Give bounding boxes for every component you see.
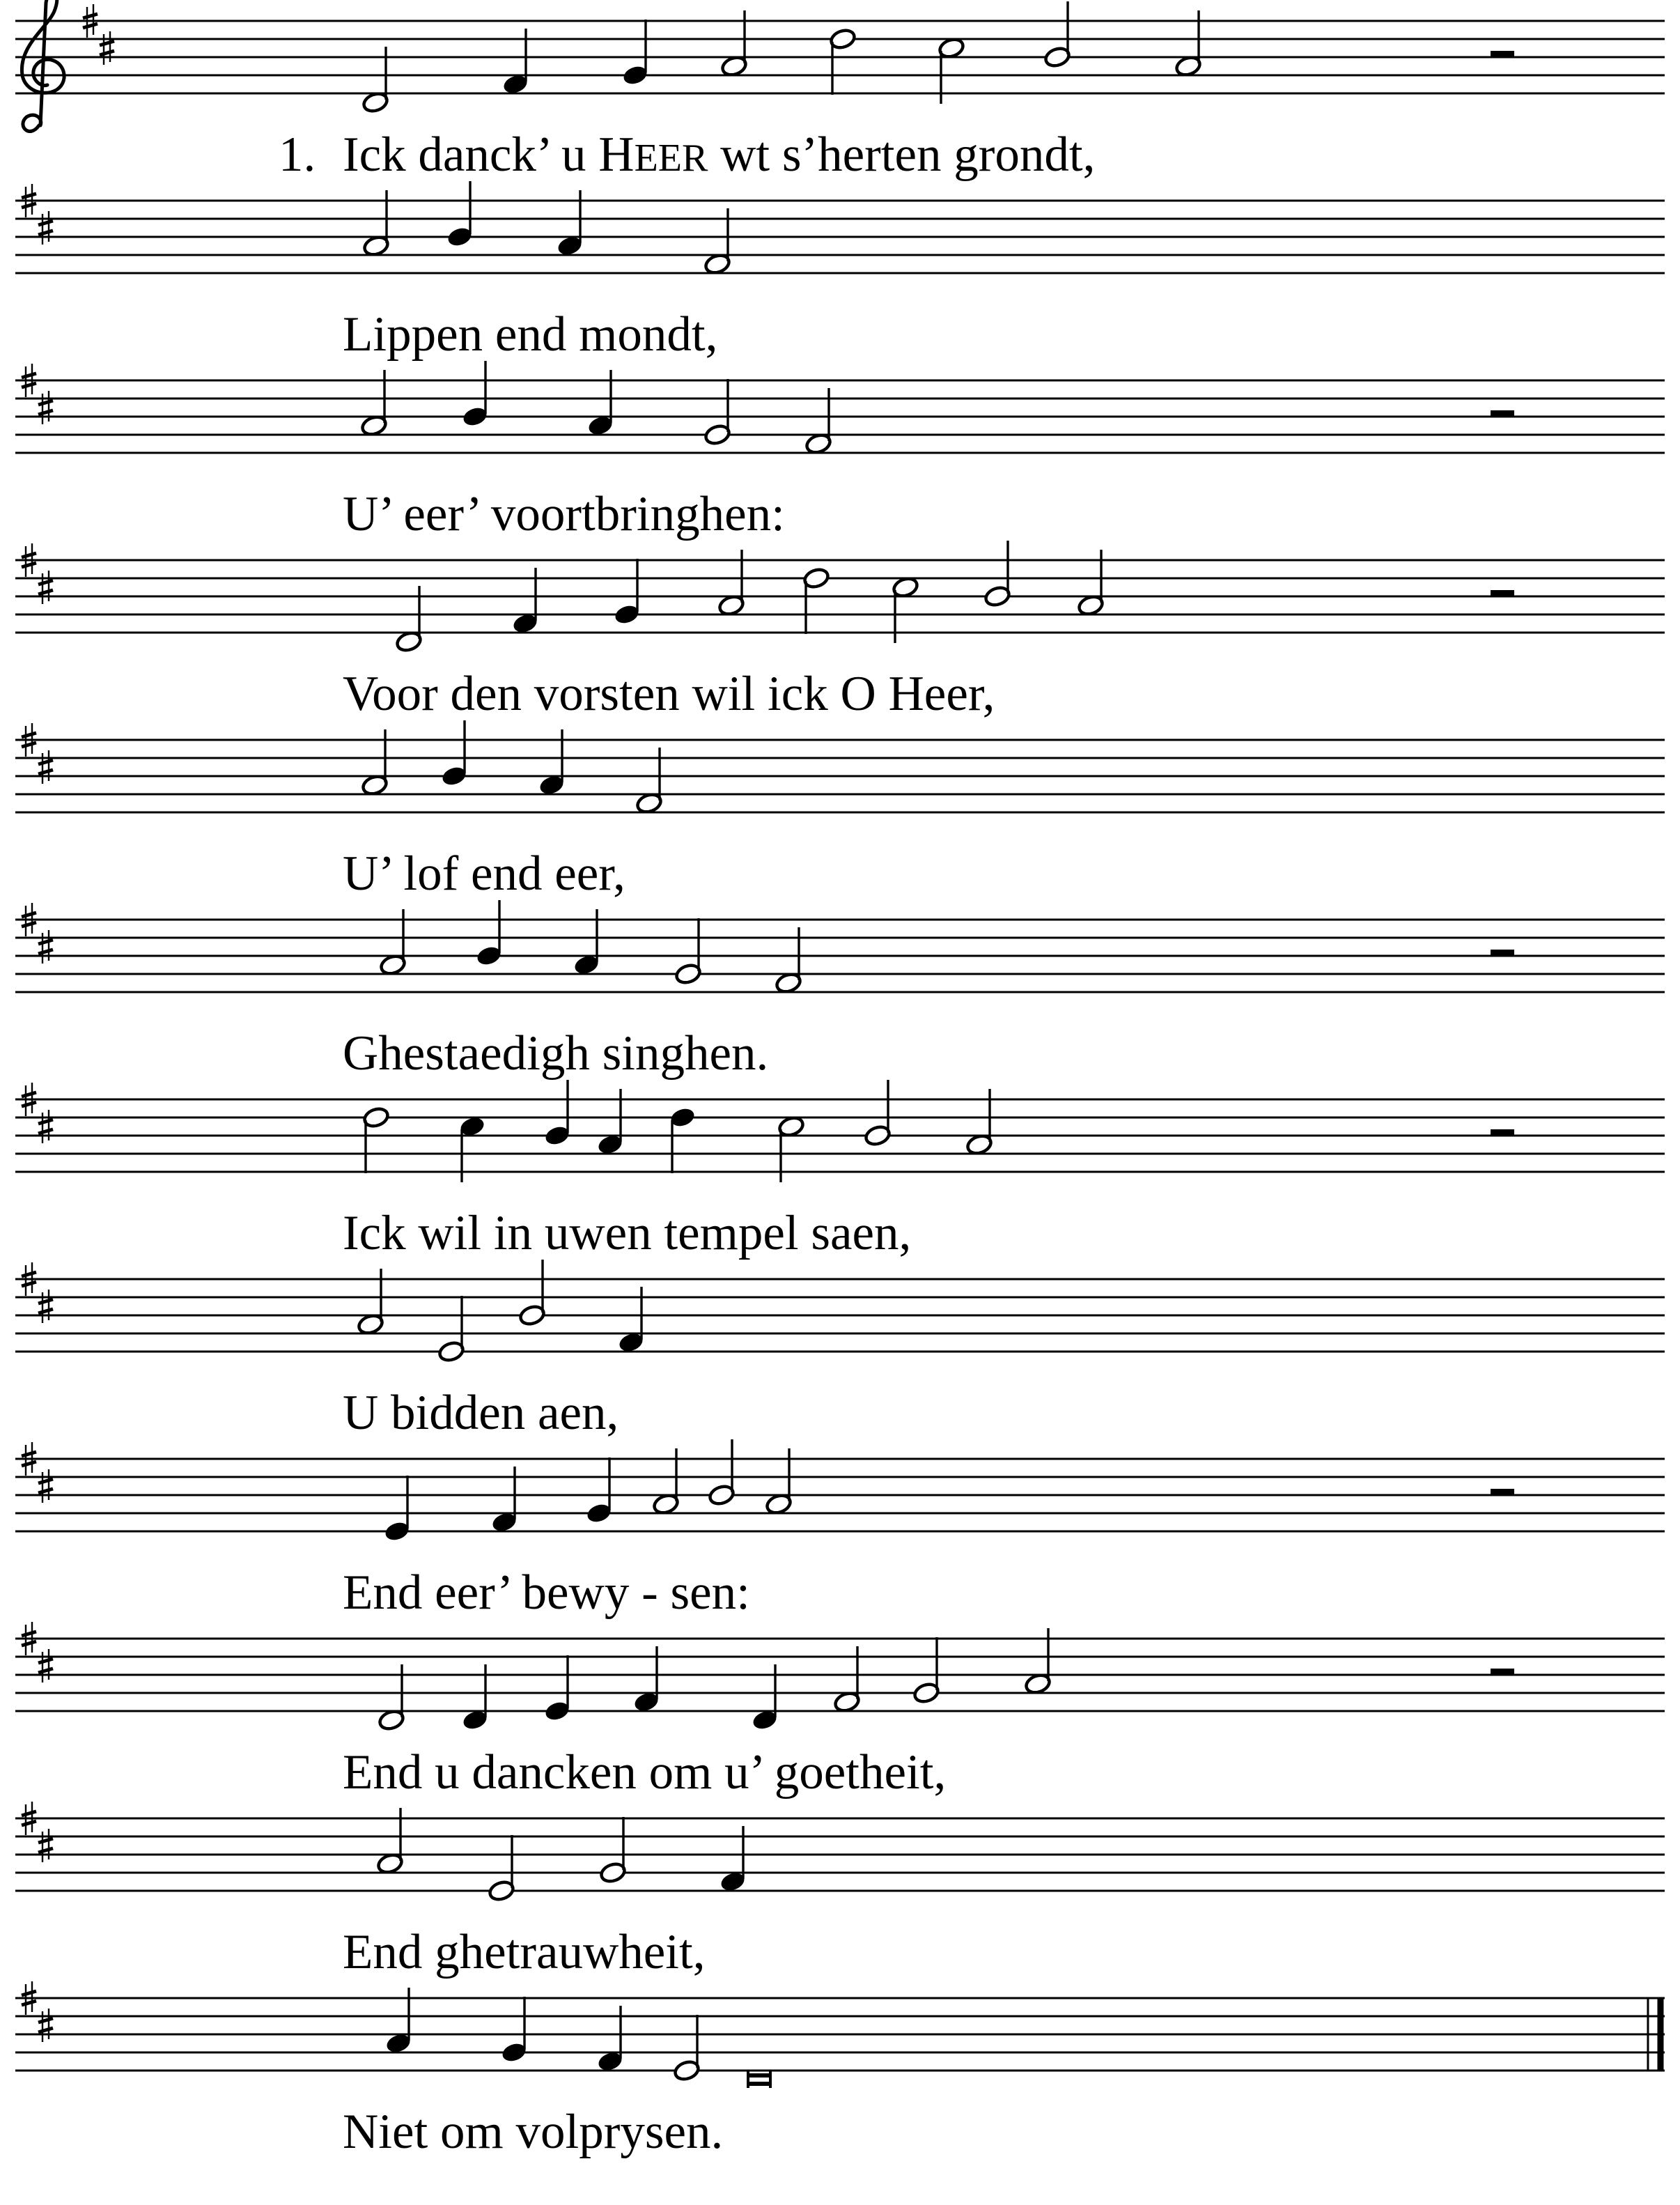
half-note bbox=[1043, 1, 1071, 69]
staff-system bbox=[15, 541, 1665, 721]
quarter-note bbox=[500, 1997, 528, 2064]
lyric-line: Lippen end mondt, bbox=[343, 307, 718, 362]
half-rest bbox=[1491, 1669, 1514, 1676]
verse-number: 1. bbox=[279, 127, 316, 182]
staff-system bbox=[15, 1260, 1665, 1440]
quarter-note bbox=[446, 181, 474, 249]
breve-note bbox=[748, 2071, 770, 2088]
lyric-line: U’ eer’ voortbringhen: bbox=[343, 487, 785, 541]
lyric-line: Ick danck’ u HEER wt s’herten grondt, bbox=[343, 127, 1096, 182]
lyric-line: U’ lof end eer, bbox=[343, 846, 625, 901]
lyric-line: Niet om volprysen. bbox=[343, 2105, 724, 2159]
half-note bbox=[708, 1439, 736, 1507]
lyric-line: U bidden aen, bbox=[343, 1386, 619, 1440]
sharp-sign bbox=[38, 930, 53, 964]
lyric-line: End ghetrauwheit, bbox=[343, 1925, 706, 1979]
lyric-line: Voor den vorsten wil ick O Heer, bbox=[343, 667, 995, 721]
staff-system bbox=[15, 0, 1665, 182]
lyric-line: Ghestaedigh singhen. bbox=[343, 1026, 769, 1081]
quarter-note bbox=[621, 20, 649, 87]
half-note bbox=[703, 379, 731, 447]
staff-system bbox=[15, 1439, 1665, 1620]
sharp-sign bbox=[38, 211, 53, 245]
half-note bbox=[599, 1817, 627, 1885]
sharp-sign bbox=[38, 1649, 53, 1682]
treble-clef bbox=[22, 0, 64, 131]
staff-system bbox=[15, 1622, 1665, 1800]
quarter-note bbox=[669, 1106, 697, 1173]
sharp-sign bbox=[38, 391, 53, 424]
half-note bbox=[864, 1080, 892, 1147]
sharp-sign bbox=[38, 2009, 53, 2042]
half-rest bbox=[1491, 410, 1514, 417]
sharp-sign bbox=[38, 571, 53, 604]
quarter-note bbox=[613, 559, 641, 626]
half-note bbox=[488, 1835, 515, 1903]
lyric-line: End u dancken om u’ goetheit, bbox=[343, 1745, 947, 1800]
half-note bbox=[829, 27, 857, 95]
half-note bbox=[518, 1260, 546, 1327]
quarter-note bbox=[383, 1476, 411, 1543]
half-note bbox=[674, 918, 702, 986]
half-note bbox=[912, 1637, 940, 1705]
half-rest bbox=[1491, 51, 1514, 58]
sharp-sign bbox=[38, 1110, 53, 1143]
half-note bbox=[362, 1106, 390, 1173]
half-note bbox=[673, 2015, 701, 2082]
quarter-note bbox=[585, 1457, 613, 1525]
sharp-sign bbox=[38, 1829, 53, 1862]
half-note bbox=[437, 1296, 465, 1363]
quarter-note bbox=[461, 361, 489, 428]
half-rest bbox=[1491, 950, 1514, 957]
lyric-line: End eer’ bewy - sen: bbox=[343, 1565, 750, 1620]
staff-system bbox=[15, 720, 1665, 901]
staff-system bbox=[15, 361, 1665, 541]
quarter-note bbox=[475, 900, 503, 968]
half-note bbox=[983, 541, 1011, 608]
staff-system bbox=[15, 1981, 1665, 2159]
half-rest bbox=[1491, 1489, 1514, 1496]
sharp-sign bbox=[38, 1469, 53, 1503]
half-rest bbox=[1491, 1129, 1514, 1136]
staff-system bbox=[15, 900, 1665, 1081]
half-note bbox=[802, 566, 830, 634]
quarter-note bbox=[543, 1080, 571, 1147]
sharp-sign bbox=[38, 750, 53, 784]
half-rest bbox=[1491, 590, 1514, 597]
sharp-sign bbox=[38, 1290, 53, 1323]
lyric-line: Ick wil in uwen tempel saen, bbox=[343, 1206, 912, 1260]
staff-system bbox=[15, 1080, 1665, 1260]
staff-system bbox=[15, 1802, 1665, 1979]
sharp-sign bbox=[100, 31, 114, 65]
staff-system bbox=[15, 181, 1665, 362]
quarter-note bbox=[440, 720, 468, 788]
quarter-note bbox=[543, 1655, 571, 1723]
